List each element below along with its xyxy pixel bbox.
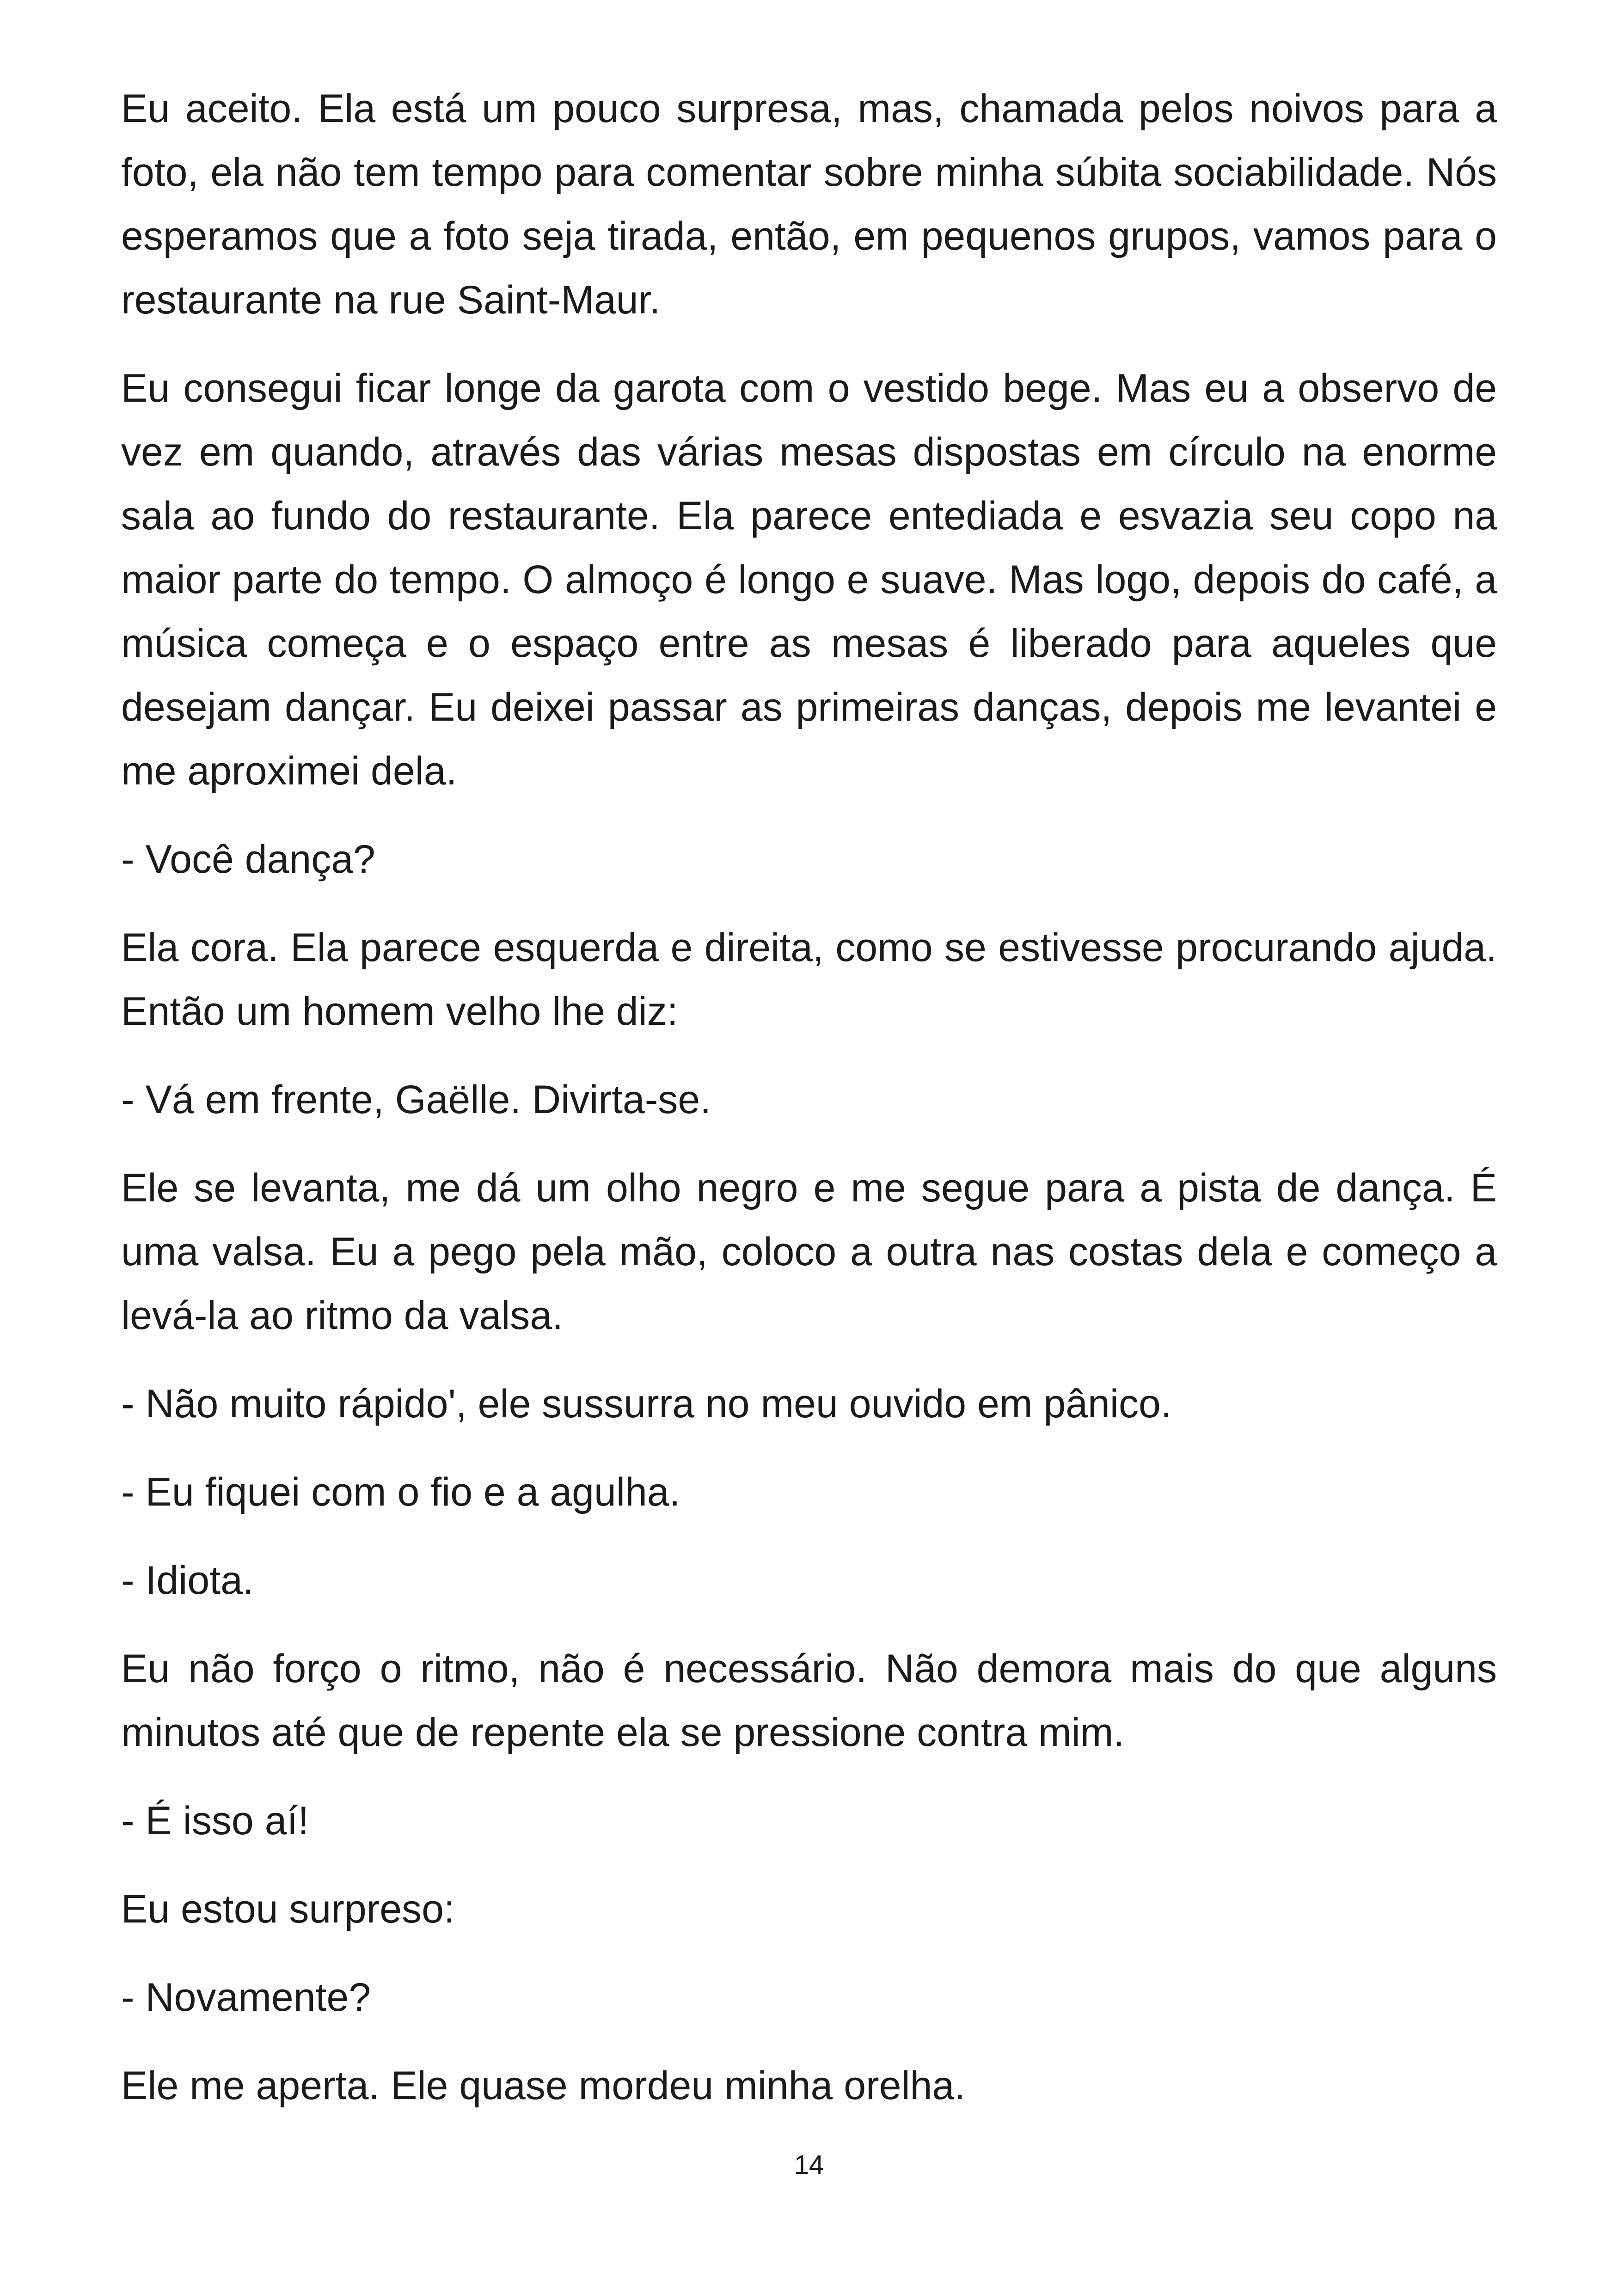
- paragraph: Ele me aperta. Ele quase mordeu minha orelha.: [121, 2063, 966, 2108]
- dialogue-line: - Eu fiquei com o fio e a agulha.: [121, 1470, 680, 1514]
- paragraph: Eu estou surpreso:: [121, 1887, 455, 1931]
- paragraph: Eu não forço o ritmo, não é necessário. Não demora mais do que alguns minutos até que de repente ela se pressione contra mim.: [121, 1647, 1497, 1755]
- dialogue-line: - Não muito rápido', ele sussurra no meu ouvido em pânico.: [121, 1382, 1172, 1426]
- paragraph: Ela cora. Ela parece esquerda e direita, como se estivesse procurando ajuda. Então um homem velho lhe diz:: [121, 925, 1497, 1034]
- dialogue-line: - Idiota.: [121, 1558, 254, 1603]
- paragraph: Eu consegui ficar longe da garota com o vestido bege. Mas eu a observo de vez em quando, através das várias mesas dispostas em círculo na enorme sala ao fundo do restaurante. Ela parece entediada e esvazia seu copo na maior parte do tempo. O almoço é longo e suave. Mas logo, depois do café, a música começa e o espaço entre as mesas é liberado para aqueles que desejam dançar. Eu deixei passar as primeiras danças, depois me levantei e me aproximei dela.: [121, 366, 1497, 793]
- dialogue-line: - É isso aí!: [121, 1799, 309, 1843]
- page-body: [121, 77, 1497, 2142]
- dialogue-line: - Novamente?: [121, 1975, 371, 2020]
- paragraph: Ele se levanta, me dá um olho negro e me segue para a pista de dança. É uma valsa. Eu a pego pela mão, coloco a outra nas costas dela e começo a levá-la ao ritmo da valsa.: [121, 1166, 1497, 1338]
- page-number: 14: [794, 2150, 824, 2180]
- dialogue-line: - Vá em frente, Gaëlle. Divirta-se.: [121, 1078, 711, 1122]
- dialogue-line: - Você dança?: [121, 837, 375, 882]
- paragraph: Eu aceito. Ela está um pouco surpresa, mas, chamada pelos noivos para a foto, ela não tem tempo para comentar sobre minha súbita sociabilidade. Nós esperamos que a foto seja tirada, então, em pequenos grupos, vamos para o restaurante na rue Saint-Maur.: [121, 86, 1497, 322]
